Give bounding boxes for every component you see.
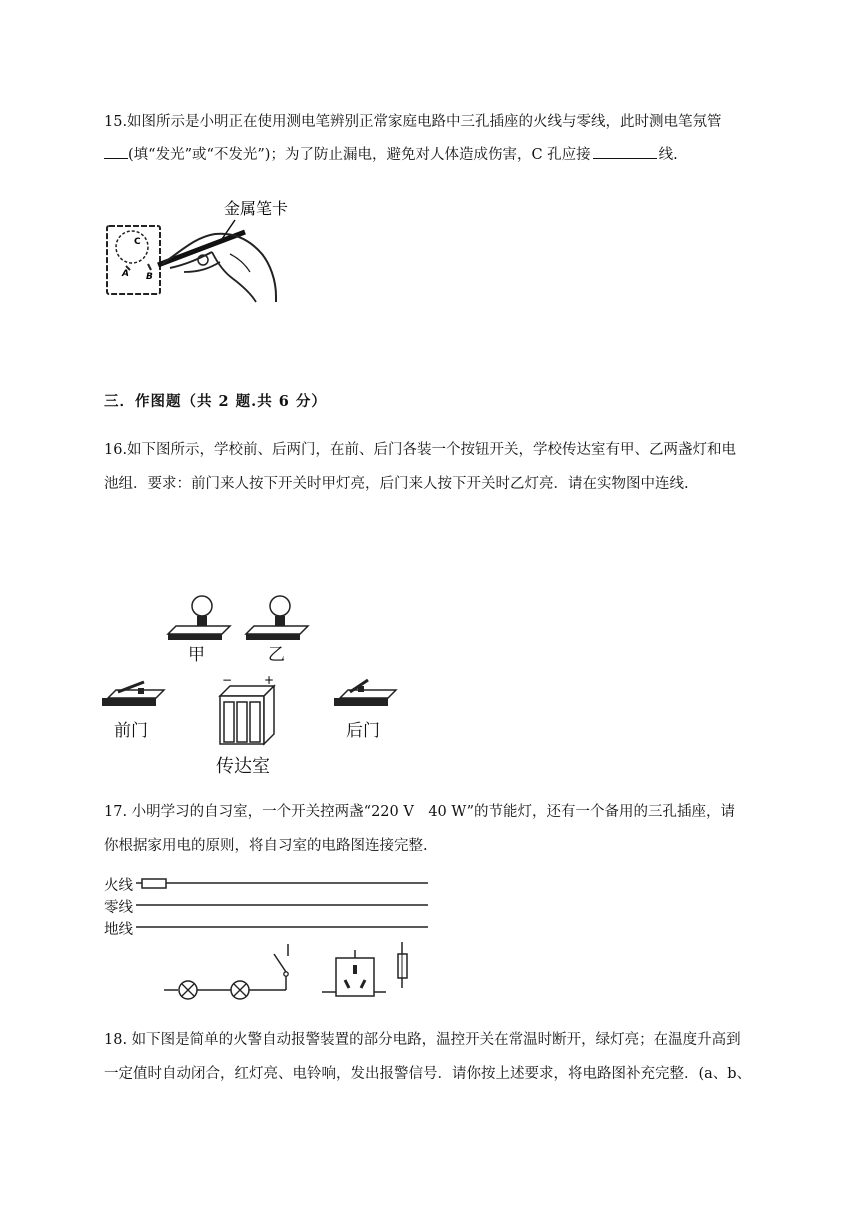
hole-c-label: C (134, 237, 141, 247)
q15-text-line1: 15.如图所示是小明正在使用测电笔辨别正常家庭电路中三孔插座的火线与零线，此时测电笔氖管 (104, 114, 722, 130)
lamp-1-icon (179, 981, 197, 999)
q15-blank-2[interactable] (593, 144, 657, 159)
front-door-switch-icon (102, 682, 164, 706)
q15-blank-1[interactable] (104, 144, 128, 159)
battery-plus-label: + (264, 673, 275, 687)
lamp-a-label: 甲 (188, 645, 205, 665)
section-3-heading: 三．作图题（共 2 题.共 6 分） (104, 393, 327, 410)
q17-circuit-figure (130, 870, 440, 1010)
lamp-b-icon (246, 596, 308, 640)
three-hole-socket-icon (322, 950, 386, 996)
lamp-2-icon (231, 981, 249, 999)
q17-text-line2: 你根据家用电的原则，将自习室的电路图连接完整. (104, 838, 428, 854)
fuse-icon (398, 942, 407, 988)
battery-minus-label: − (222, 673, 233, 687)
live-fuse-icon (142, 879, 166, 888)
back-door-label: 后门 (346, 721, 380, 741)
pen-clip-label: 金属笔卡 (224, 199, 289, 218)
q16-text-line2: 池组．要求：前门来人按下开关时甲灯亮，后门来人按下开关时乙灯亮．请在实物图中连线. (104, 476, 689, 492)
hole-b-label: B (146, 272, 153, 282)
neutral-wire-label: 零线 (104, 900, 133, 916)
battery-pack-icon (220, 673, 274, 744)
q16-text-line1: 16.如下图所示，学校前、后两门，在前、后门各装一个按钮开关，学校传达室有甲、乙两盏灯和电 (104, 442, 737, 458)
q15-text-line2-b: 线. (658, 147, 678, 163)
q15-text-line2 (104, 143, 678, 164)
q15-text-line2-a: (填“发光”或“不发光”)；为了防止漏电，避免对人体造成伤害，C 孔应接 (128, 147, 591, 163)
q17-text-line1: 17. 小明学习的自习室，一个开关控两盏“220 V 40 W”的节能灯，还有一个备用的三孔插座，请 (104, 804, 735, 820)
guard-room-label: 传达室 (216, 756, 270, 777)
front-door-label: 前门 (114, 721, 148, 741)
hole-a-label: A (122, 269, 129, 279)
lamp-b-label: 乙 (268, 645, 285, 665)
ground-wire-label: 地线 (104, 922, 133, 938)
back-door-switch-icon (334, 680, 396, 706)
switch-icon (274, 944, 288, 990)
q18-text-line2: 一定值时自动闭合，红灯亮、电铃响，发出报警信号．请你按上述要求，将电路图补充完整．(a、b、 (104, 1066, 752, 1082)
q18-text-line1: 18. 如下图是简单的火警自动报警装置的部分电路，温控开关在常温时断开，绿灯亮；在温度升高到 (104, 1032, 741, 1048)
live-wire-label: 火线 (104, 878, 133, 894)
lamp-a-icon (168, 596, 230, 640)
q15-figure-tester-socket (100, 192, 310, 307)
